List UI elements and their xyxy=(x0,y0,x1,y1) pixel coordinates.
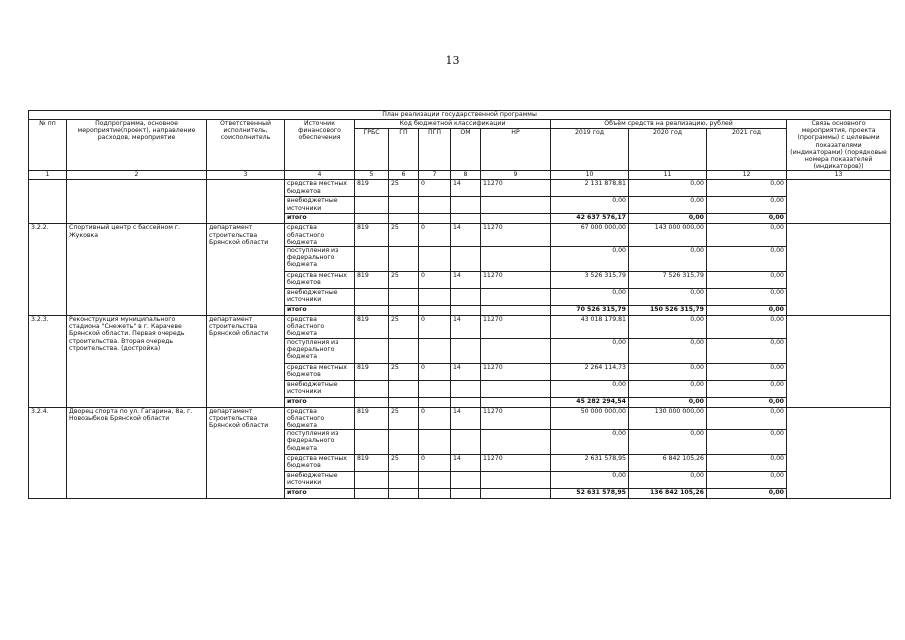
np-code xyxy=(481,214,551,224)
np-code xyxy=(481,489,551,499)
gp-code xyxy=(389,380,419,397)
funding-source: внебюджетные источники xyxy=(285,380,355,397)
col-number: 12 xyxy=(707,171,787,180)
col-number: 1 xyxy=(29,171,67,180)
om-code: 14 xyxy=(451,363,481,380)
table-row xyxy=(29,407,891,430)
funding-source: итого xyxy=(285,214,355,224)
funding-source: внебюджетные источники xyxy=(285,472,355,489)
gp-code: 25 xyxy=(389,224,419,247)
funding-source: итого xyxy=(285,397,355,407)
grbs-code xyxy=(355,197,389,214)
amount-2019: 0,00 xyxy=(551,338,629,363)
header-grbs: ГРБС xyxy=(355,129,389,171)
grbs-code xyxy=(355,214,389,224)
col-number: 4 xyxy=(285,171,355,180)
amount-2021: 0,00 xyxy=(707,489,787,499)
gp-code: 25 xyxy=(389,272,419,289)
header-2021: 2021 год xyxy=(707,129,787,171)
amount-2019: 2 131 878,81 xyxy=(551,180,629,197)
gp-code xyxy=(389,338,419,363)
np-code: 11270 xyxy=(481,224,551,247)
grbs-code: 819 xyxy=(355,180,389,197)
amount-2020: 0,00 xyxy=(629,197,707,214)
col-number: 2 xyxy=(67,171,207,180)
amount-2021: 0,00 xyxy=(707,363,787,380)
pgp-code xyxy=(419,197,451,214)
np-code xyxy=(481,306,551,316)
pgp-code xyxy=(419,214,451,224)
amount-2019: 3 526 315,79 xyxy=(551,272,629,289)
table-row xyxy=(29,316,891,339)
np-code: 11270 xyxy=(481,363,551,380)
amount-2021: 0,00 xyxy=(707,338,787,363)
om-code xyxy=(451,338,481,363)
table-row xyxy=(29,224,891,247)
col-number: 8 xyxy=(451,171,481,180)
header-budget-code: Код бюджетной классификации xyxy=(355,120,551,129)
om-code xyxy=(451,247,481,272)
amount-2021: 0,00 xyxy=(707,430,787,455)
np-code: 11270 xyxy=(481,180,551,197)
amount-2021: 0,00 xyxy=(707,272,787,289)
measure-number: 3.2.3. xyxy=(29,316,67,408)
pgp-code: 0 xyxy=(419,272,451,289)
gp-code: 25 xyxy=(389,455,419,472)
header-source: Источник финансового обеспечения xyxy=(285,120,355,171)
grbs-code xyxy=(355,380,389,397)
om-code xyxy=(451,289,481,306)
continuation-name xyxy=(67,180,207,224)
amount-2021: 0,00 xyxy=(707,455,787,472)
funding-source: внебюджетные источники xyxy=(285,197,355,214)
header-gp: ГП xyxy=(389,129,419,171)
amount-2019: 0,00 xyxy=(551,247,629,272)
np-code xyxy=(481,430,551,455)
header-responsible: Ответственный исполнитель, соисполнитель xyxy=(207,120,285,171)
amount-2020: 143 000 000,00 xyxy=(629,224,707,247)
pgp-code: 0 xyxy=(419,316,451,339)
header-subprogram: Подпрограмма, основное мероприятие(проект), направление расходов, мероприятие xyxy=(67,120,207,171)
col-number: 10 xyxy=(551,171,629,180)
continuation-responsible xyxy=(207,180,285,224)
gp-code xyxy=(389,397,419,407)
amount-2021: 0,00 xyxy=(707,197,787,214)
funding-source: средства местных бюджетов xyxy=(285,455,355,472)
funding-source: поступления из федерального бюджета xyxy=(285,430,355,455)
amount-2020: 136 842 105,26 xyxy=(629,489,707,499)
om-code xyxy=(451,430,481,455)
amount-2019: 42 637 576,17 xyxy=(551,214,629,224)
amount-2020: 0,00 xyxy=(629,247,707,272)
amount-2021: 0,00 xyxy=(707,316,787,339)
col-number: 7 xyxy=(419,171,451,180)
pgp-code xyxy=(419,289,451,306)
indicator-link-cell xyxy=(787,407,891,499)
np-code: 11270 xyxy=(481,407,551,430)
amount-2019: 0,00 xyxy=(551,380,629,397)
amount-2021: 0,00 xyxy=(707,380,787,397)
indicator-link-cell xyxy=(787,224,891,316)
funding-source: внебюджетные источники xyxy=(285,289,355,306)
table-row xyxy=(29,180,891,197)
grbs-code: 819 xyxy=(355,455,389,472)
amount-2019: 45 282 294,54 xyxy=(551,397,629,407)
amount-2021: 0,00 xyxy=(707,306,787,316)
pgp-code xyxy=(419,380,451,397)
amount-2021: 0,00 xyxy=(707,180,787,197)
program-plan-table xyxy=(28,110,891,499)
amount-2020: 0,00 xyxy=(629,397,707,407)
pgp-code xyxy=(419,397,451,407)
amount-2019: 52 631 578,95 xyxy=(551,489,629,499)
col-number: 9 xyxy=(481,171,551,180)
amount-2020: 0,00 xyxy=(629,430,707,455)
header-om: ОМ xyxy=(451,129,481,171)
grbs-code xyxy=(355,247,389,272)
amount-2020: 150 526 315,79 xyxy=(629,306,707,316)
grbs-code xyxy=(355,489,389,499)
grbs-code: 819 xyxy=(355,407,389,430)
pgp-code: 0 xyxy=(419,180,451,197)
continuation-num xyxy=(29,180,67,224)
amount-2019: 0,00 xyxy=(551,430,629,455)
grbs-code xyxy=(355,397,389,407)
om-code xyxy=(451,397,481,407)
col-number: 11 xyxy=(629,171,707,180)
np-code xyxy=(481,289,551,306)
funding-source: итого xyxy=(285,489,355,499)
gp-code xyxy=(389,489,419,499)
amount-2019: 0,00 xyxy=(551,289,629,306)
measure-number: 3.2.4. xyxy=(29,407,67,499)
amount-2020: 0,00 xyxy=(629,472,707,489)
gp-code xyxy=(389,306,419,316)
pgp-code xyxy=(419,306,451,316)
header-amount: Объём средств на реализацию, рублей xyxy=(551,120,787,129)
pgp-code xyxy=(419,338,451,363)
funding-source: средства областного бюджета xyxy=(285,407,355,430)
funding-source: средства местных бюджетов xyxy=(285,180,355,197)
funding-source: средства областного бюджета xyxy=(285,224,355,247)
om-code: 14 xyxy=(451,224,481,247)
np-code: 11270 xyxy=(481,272,551,289)
np-code xyxy=(481,472,551,489)
table-title: План реализации государственной программы xyxy=(29,111,891,120)
header-num: № пп xyxy=(29,120,67,171)
np-code: 11270 xyxy=(481,455,551,472)
np-code xyxy=(481,338,551,363)
om-code: 14 xyxy=(451,407,481,430)
measure-responsible: департамент строительства Брянской области xyxy=(207,316,285,408)
amount-2020: 0,00 xyxy=(629,180,707,197)
amount-2021: 0,00 xyxy=(707,397,787,407)
funding-source: итого xyxy=(285,306,355,316)
col-number: 3 xyxy=(207,171,285,180)
amount-2020: 0,00 xyxy=(629,380,707,397)
col-number: 13 xyxy=(787,171,891,180)
amount-2020: 6 842 105,26 xyxy=(629,455,707,472)
pgp-code: 0 xyxy=(419,455,451,472)
om-code xyxy=(451,306,481,316)
amount-2019: 70 526 315,79 xyxy=(551,306,629,316)
funding-source: поступления из федерального бюджета xyxy=(285,247,355,272)
amount-2021: 0,00 xyxy=(707,407,787,430)
gp-code xyxy=(389,197,419,214)
om-code xyxy=(451,489,481,499)
amount-2020: 0,00 xyxy=(629,338,707,363)
gp-code: 25 xyxy=(389,363,419,380)
col-number: 6 xyxy=(389,171,419,180)
header-2020: 2020 год xyxy=(629,129,707,171)
pgp-code: 0 xyxy=(419,407,451,430)
om-code: 14 xyxy=(451,180,481,197)
grbs-code: 819 xyxy=(355,224,389,247)
gp-code: 25 xyxy=(389,316,419,339)
gp-code xyxy=(389,214,419,224)
measure-responsible: департамент строительства Брянской области xyxy=(207,407,285,499)
amount-2020: 0,00 xyxy=(629,289,707,306)
gp-code xyxy=(389,289,419,306)
om-code: 14 xyxy=(451,272,481,289)
indicator-link-cell xyxy=(787,180,891,224)
gp-code xyxy=(389,247,419,272)
np-code xyxy=(481,247,551,272)
grbs-code xyxy=(355,306,389,316)
om-code xyxy=(451,214,481,224)
amount-2021: 0,00 xyxy=(707,247,787,272)
grbs-code xyxy=(355,338,389,363)
funding-source: средства местных бюджетов xyxy=(285,272,355,289)
pgp-code xyxy=(419,247,451,272)
amount-2019: 50 000 000,00 xyxy=(551,407,629,430)
amount-2021: 0,00 xyxy=(707,472,787,489)
om-code xyxy=(451,197,481,214)
amount-2021: 0,00 xyxy=(707,214,787,224)
gp-code xyxy=(389,430,419,455)
amount-2019: 2 631 578,95 xyxy=(551,455,629,472)
amount-2019: 2 264 114,73 xyxy=(551,363,629,380)
grbs-code xyxy=(355,472,389,489)
pgp-code xyxy=(419,430,451,455)
om-code xyxy=(451,472,481,489)
funding-source: средства местных бюджетов xyxy=(285,363,355,380)
amount-2020: 0,00 xyxy=(629,316,707,339)
amount-2020: 7 526 315,79 xyxy=(629,272,707,289)
col-number: 5 xyxy=(355,171,389,180)
amount-2019: 0,00 xyxy=(551,472,629,489)
measure-name: Дворец спорта по ул. Гагарина, 8а, г. Новозыбков Брянской области xyxy=(67,407,207,499)
np-code: 11270 xyxy=(481,316,551,339)
grbs-code: 819 xyxy=(355,272,389,289)
amount-2020: 0,00 xyxy=(629,214,707,224)
amount-2021: 0,00 xyxy=(707,289,787,306)
amount-2019: 0,00 xyxy=(551,197,629,214)
pgp-code: 0 xyxy=(419,363,451,380)
pgp-code: 0 xyxy=(419,224,451,247)
header-2019: 2019 год xyxy=(551,129,629,171)
measure-name: Спортивный центр с бассейном г. Жуковка xyxy=(67,224,207,316)
grbs-code xyxy=(355,289,389,306)
pgp-code xyxy=(419,472,451,489)
amount-2020: 130 000 000,00 xyxy=(629,407,707,430)
gp-code: 25 xyxy=(389,407,419,430)
om-code xyxy=(451,380,481,397)
header-pgp: ПГП xyxy=(419,129,451,171)
page-number: 13 xyxy=(445,54,460,67)
grbs-code: 819 xyxy=(355,316,389,339)
om-code: 14 xyxy=(451,316,481,339)
pgp-code xyxy=(419,489,451,499)
measure-responsible: департамент строительства Брянской области xyxy=(207,224,285,316)
om-code: 14 xyxy=(451,455,481,472)
gp-code: 25 xyxy=(389,180,419,197)
grbs-code xyxy=(355,430,389,455)
funding-source: поступления из федерального бюджета xyxy=(285,338,355,363)
np-code xyxy=(481,397,551,407)
amount-2019: 67 000 000,00 xyxy=(551,224,629,247)
gp-code xyxy=(389,472,419,489)
header-np: НР xyxy=(481,129,551,171)
amount-2020: 0,00 xyxy=(629,363,707,380)
funding-source: средства областного бюджета xyxy=(285,316,355,339)
indicator-link-cell xyxy=(787,316,891,408)
amount-2021: 0,00 xyxy=(707,224,787,247)
np-code xyxy=(481,380,551,397)
measure-name: Реконструкция муниципального стадиона "Снежеть" в г. Карачеве Брянской области. Первая очередь строительства. Вторая очередь строительства. (достройка) xyxy=(67,316,207,408)
header-indicator-link: Связь основного мероприятия, проекта (программы) с целевыми показателями (индикаторами) (порядковые номера показателей (индикаторов)) xyxy=(787,120,891,171)
measure-number: 3.2.2. xyxy=(29,224,67,316)
np-code xyxy=(481,197,551,214)
grbs-code: 819 xyxy=(355,363,389,380)
amount-2019: 43 018 179,81 xyxy=(551,316,629,339)
